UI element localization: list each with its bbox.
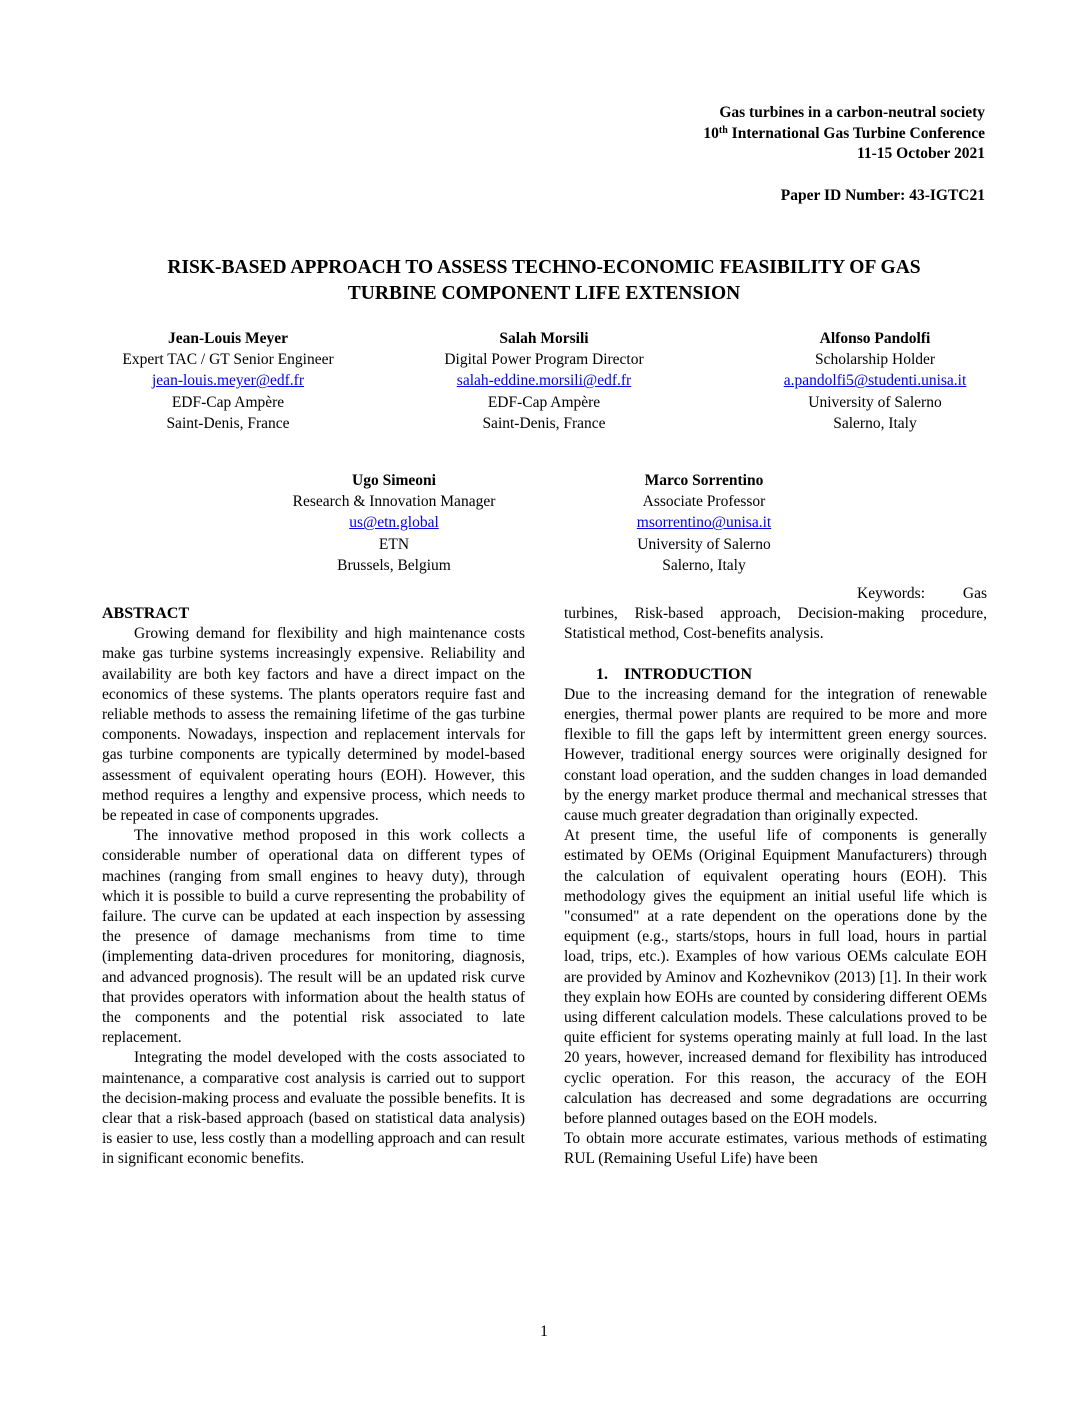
introduction-paragraph: Due to the increasing demand for the integration of renewable energies, thermal power plants are required to be more and more flexible to fill the gaps left by intermittent green energy sources. However, traditional energy sources were originally designed for constant load operation, and the sudden changes in load demanded by the energy market produce thermal and mechanical stresses that cause much greater degradation than originally expected. (564, 685, 987, 825)
introduction-paragraph: At present time, the useful life of components is generally estimated by OEMs (Original Equipment Manufacturers) through the calculation of equivalent operating hours (EOH). This methodology gives the equipment an initial useful life which is "consumed" at a rate dependent on the operations done by the equipment (e.g., starts/stops, hours in full load, hours in partial load, trips, etc.). Examples of how various OEMs calculate EOH are provided by Aminov and Kozhevnikov (2013) [1]. In their work they explain how EOHs are counted by considering different OEMs using different calculation models. These calculations proved to be quite efficient for systems operating mainly at full load. In the last 20 years, however, increased demand for flexibility has introduced cyclic operation. For this reason, the accuracy of the EOH calculation has decreased and some degradations are occurring before planned outages based on the EOH models. (564, 827, 987, 1128)
author-role: Scholarship Holder (814, 351, 936, 369)
author-location: Saint-Denis, France (166, 414, 290, 432)
author-name: Ugo Simeoni (352, 472, 436, 489)
author-location: Saint-Denis, France (482, 414, 606, 432)
author-email-link[interactable]: us@etn.global (349, 514, 439, 532)
author-affiliation: University of Salerno (637, 535, 771, 553)
author-block (384, 328, 704, 434)
author-name: Marco Sorrentino (644, 472, 764, 489)
author-affiliation: University of Salerno (808, 393, 942, 411)
abstract-paragraph: Integrating the model developed with the costs associated to maintenance, a comparative cost analysis is carried out to support the decision-making process and evaluate the possible benefits. It is clear that a risk-based approach (based on statistical data analysis) is easier to use, less costly than a modelling approach and can result in significant economic benefits. (102, 1049, 525, 1168)
introduction-paragraph: To obtain more accurate estimates, various methods of estimating RUL (Remaining Useful Life) have been (564, 1130, 987, 1168)
author-email-link[interactable]: salah-eddine.morsili@edf.fr (456, 372, 632, 390)
conference-name: 10th International Gas Turbine Conference (703, 124, 985, 142)
abstract-paragraph: The innovative method proposed in this work collects a considerable number of operational data on different types of machines (ranging from small engines to heavy duty), through which it is possible to build a curve representing the probability of failure. The curve can be updated at each inspection by assessing the presence of damage mechanisms from time to time (implementing data-driven procedures for monitoring, diagnosis, and advanced prognosis). The result will be an updated risk curve that provides operators with information about the health status of the components and the potential risk associated to late replacement. (102, 827, 525, 1047)
conference-header (703, 103, 985, 165)
author-block (715, 328, 1035, 434)
author-block (234, 470, 554, 576)
author-email-link[interactable]: msorrentino@unisa.it (636, 514, 772, 532)
conference-dates: 11-15 October 2021 (856, 145, 985, 162)
author-location: Salerno, Italy (833, 414, 917, 432)
author-location: Brussels, Belgium (337, 556, 451, 574)
author-role: Digital Power Program Director (444, 351, 644, 369)
author-block (544, 470, 864, 576)
author-affiliation: EDF-Cap Ampère (171, 393, 285, 411)
paper-id: Paper ID Number: 43-IGTC21 (780, 187, 985, 204)
author-affiliation: ETN (378, 535, 410, 553)
author-name: Salah Morsili (499, 330, 589, 347)
title-line-2: TURBINE COMPONENT LIFE EXTENSION (347, 283, 741, 304)
conference-theme: Gas turbines in a carbon-neutral society (719, 104, 985, 121)
keywords (564, 584, 987, 645)
page-number: 1 (540, 1323, 548, 1340)
paper-title (100, 255, 988, 307)
author-name: Jean-Louis Meyer (167, 330, 289, 347)
keywords-label: Keywords: (857, 585, 926, 602)
author-name: Alfonso Pandolfi (819, 330, 931, 347)
right-column (564, 584, 987, 1170)
author-email-link[interactable]: a.pandolfi5@studenti.unisa.it (783, 372, 967, 390)
title-line-1: RISK-BASED APPROACH TO ASSESS TECHNO-ECONOMIC FEASIBILITY OF GAS (167, 257, 921, 278)
author-email-link[interactable]: jean-louis.meyer@edf.fr (152, 372, 304, 390)
introduction-heading: 1. INTRODUCTION (596, 665, 753, 683)
author-role: Associate Professor (642, 493, 766, 511)
author-role: Expert TAC / GT Senior Engineer (122, 351, 334, 369)
abstract-heading: ABSTRACT (102, 605, 190, 622)
left-column (102, 604, 525, 1170)
author-location: Salerno, Italy (662, 556, 746, 574)
keywords-text: Gas turbines, Risk-based approach, Decision-making procedure, Statistical method, Cost-benefits analysis. (564, 585, 987, 643)
author-affiliation: EDF-Cap Ampère (487, 393, 601, 411)
author-block (68, 328, 388, 434)
author-role: Research & Innovation Manager (292, 493, 496, 511)
abstract-paragraph: Growing demand for flexibility and high maintenance costs make gas turbine systems increasingly expensive. Reliability and availability are both key factors and have a direct impact on the economics of these systems. The plants operators require fast and reliable methods to assess the remaining lifetime of the gas turbine components. Nowadays, inspection and replacement intervals for gas turbine components are typically determined by model-based assessment of equivalent operating hours (EOH). However, this method requires a lengthy and expensive process, which needs to be repeated in case of components upgrades. (102, 625, 525, 825)
